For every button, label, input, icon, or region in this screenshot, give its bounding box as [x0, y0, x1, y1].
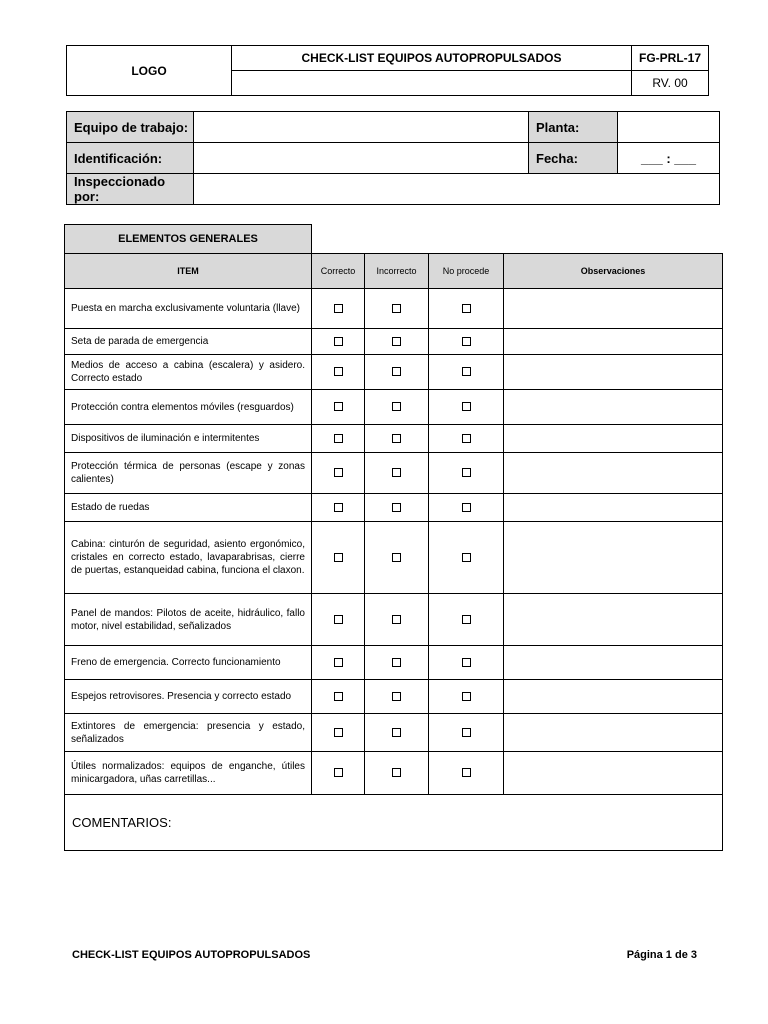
col-item: ITEM	[65, 254, 312, 289]
title-blank-cell	[232, 71, 632, 96]
incorrecto-cell	[365, 453, 429, 494]
page-number: Página 1 de 3	[626, 949, 697, 961]
item-label: Protección contra elementos móviles (resguardos)	[65, 390, 312, 425]
correcto-checkbox[interactable]	[334, 304, 343, 313]
no-procede-cell	[429, 425, 504, 453]
item-label: Protección térmica de personas (escape y zonas calientes)	[65, 453, 312, 494]
comentarios-field[interactable]	[65, 795, 723, 851]
incorrecto-cell	[365, 714, 429, 752]
table-row	[65, 714, 723, 752]
item-label: Útiles normalizados: equipos de enganche, útiles minicargadora, uñas carretillas...	[65, 752, 312, 795]
item-label: Estado de ruedas	[65, 494, 312, 522]
no-procede-cell	[429, 714, 504, 752]
correcto-cell	[312, 714, 365, 752]
info-table	[66, 111, 720, 205]
correcto-cell	[312, 752, 365, 795]
table-row	[65, 453, 723, 494]
planta-field[interactable]	[618, 112, 720, 143]
no-procede-checkbox[interactable]	[462, 304, 471, 313]
incorrecto-checkbox[interactable]	[392, 367, 401, 376]
observaciones-field[interactable]	[504, 355, 723, 390]
correcto-cell	[312, 289, 365, 329]
correcto-cell	[312, 522, 365, 594]
col-observaciones: Observaciones	[504, 254, 723, 289]
observaciones-field[interactable]	[504, 453, 723, 494]
correcto-cell	[312, 494, 365, 522]
no-procede-checkbox[interactable]	[462, 728, 471, 737]
correcto-checkbox[interactable]	[334, 434, 343, 443]
fecha-field[interactable]: ___ : ___	[618, 143, 720, 174]
col-incorrecto: Incorrecto	[365, 254, 429, 289]
incorrecto-cell	[365, 390, 429, 425]
no-procede-checkbox[interactable]	[462, 337, 471, 346]
table-row	[65, 425, 723, 453]
comentarios-label: COMENTARIOS:	[72, 815, 172, 830]
table-row	[65, 329, 723, 355]
no-procede-checkbox[interactable]	[462, 692, 471, 701]
incorrecto-checkbox[interactable]	[392, 553, 401, 562]
no-procede-checkbox[interactable]	[462, 367, 471, 376]
correcto-cell	[312, 425, 365, 453]
no-procede-cell	[429, 329, 504, 355]
incorrecto-checkbox[interactable]	[392, 728, 401, 737]
no-procede-checkbox[interactable]	[462, 658, 471, 667]
correcto-checkbox[interactable]	[334, 402, 343, 411]
no-procede-cell	[429, 494, 504, 522]
incorrecto-checkbox[interactable]	[392, 434, 401, 443]
no-procede-checkbox[interactable]	[462, 503, 471, 512]
incorrecto-cell	[365, 289, 429, 329]
equipo-field[interactable]	[194, 112, 529, 143]
inspeccionado-field[interactable]	[194, 174, 720, 205]
observaciones-field[interactable]	[504, 289, 723, 329]
incorrecto-checkbox[interactable]	[392, 402, 401, 411]
correcto-cell	[312, 329, 365, 355]
item-label: Puesta en marcha exclusivamente voluntaria (llave)	[65, 289, 312, 329]
correcto-checkbox[interactable]	[334, 337, 343, 346]
no-procede-cell	[429, 680, 504, 714]
no-procede-cell	[429, 289, 504, 329]
no-procede-checkbox[interactable]	[462, 768, 471, 777]
incorrecto-cell	[365, 494, 429, 522]
no-procede-cell	[429, 522, 504, 594]
footer-title: CHECK-LIST EQUIPOS AUTOPROPULSADOS	[72, 949, 311, 961]
observaciones-field[interactable]	[504, 522, 723, 594]
incorrecto-checkbox[interactable]	[392, 304, 401, 313]
observaciones-field[interactable]	[504, 425, 723, 453]
no-procede-cell	[429, 453, 504, 494]
no-procede-checkbox[interactable]	[462, 615, 471, 624]
correcto-checkbox[interactable]	[334, 692, 343, 701]
correcto-checkbox[interactable]	[334, 658, 343, 667]
incorrecto-cell	[365, 680, 429, 714]
col-correcto: Correcto	[312, 254, 365, 289]
correcto-checkbox[interactable]	[334, 728, 343, 737]
observaciones-field[interactable]	[504, 329, 723, 355]
table-row	[65, 680, 723, 714]
incorrecto-cell	[365, 594, 429, 646]
planta-label: Planta:	[529, 112, 618, 143]
correcto-cell	[312, 390, 365, 425]
incorrecto-checkbox[interactable]	[392, 692, 401, 701]
incorrecto-cell	[365, 355, 429, 390]
incorrecto-cell	[365, 646, 429, 680]
no-procede-cell	[429, 594, 504, 646]
correcto-checkbox[interactable]	[334, 768, 343, 777]
identificacion-field[interactable]	[194, 143, 529, 174]
table-row	[65, 646, 723, 680]
correcto-checkbox[interactable]	[334, 468, 343, 477]
item-label: Cabina: cinturón de seguridad, asiento ergonómico, cristales en correcto estado, lavaparabrisas, cierre de puertas, estanqueidad cabina, funciona el claxon.	[65, 522, 312, 594]
table-row	[65, 594, 723, 646]
incorrecto-cell	[365, 522, 429, 594]
correcto-cell	[312, 355, 365, 390]
identificacion-label: Identificación:	[67, 143, 194, 174]
incorrecto-cell	[365, 329, 429, 355]
no-procede-cell	[429, 646, 504, 680]
inspeccionado-label: Inspeccionado por:	[67, 174, 194, 205]
incorrecto-checkbox[interactable]	[392, 503, 401, 512]
document-code: FG-PRL-17	[632, 46, 709, 71]
item-label: Panel de mandos: Pilotos de aceite, hidráulico, fallo motor, nivel estabilidad, señalizados	[65, 594, 312, 646]
table-row	[65, 494, 723, 522]
table-row	[65, 390, 723, 425]
item-label: Dispositivos de iluminación e intermitentes	[65, 425, 312, 453]
observaciones-field[interactable]	[504, 752, 723, 795]
incorrecto-checkbox[interactable]	[392, 768, 401, 777]
checklist-table	[64, 253, 723, 851]
observaciones-field[interactable]	[504, 680, 723, 714]
no-procede-cell	[429, 355, 504, 390]
item-label: Seta de parada de emergencia	[65, 329, 312, 355]
document-header	[66, 45, 709, 96]
document-title: CHECK-LIST EQUIPOS AUTOPROPULSADOS	[232, 46, 632, 71]
correcto-cell	[312, 646, 365, 680]
item-label: Medios de acceso a cabina (escalera) y asidero. Correcto estado	[65, 355, 312, 390]
incorrecto-checkbox[interactable]	[392, 468, 401, 477]
no-procede-checkbox[interactable]	[462, 468, 471, 477]
correcto-cell	[312, 680, 365, 714]
item-label: Extintores de emergencia: presencia y estado, señalizados	[65, 714, 312, 752]
no-procede-checkbox[interactable]	[462, 553, 471, 562]
table-row	[65, 355, 723, 390]
observaciones-field[interactable]	[504, 594, 723, 646]
logo: LOGO	[67, 46, 232, 96]
observaciones-field[interactable]	[504, 494, 723, 522]
no-procede-cell	[429, 390, 504, 425]
col-no-procede: No procede	[429, 254, 504, 289]
observaciones-field[interactable]	[504, 390, 723, 425]
correcto-cell	[312, 594, 365, 646]
incorrecto-cell	[365, 752, 429, 795]
item-label: Freno de emergencia. Correcto funcionamiento	[65, 646, 312, 680]
document-revision: RV. 00	[632, 71, 709, 96]
incorrecto-checkbox[interactable]	[392, 337, 401, 346]
no-procede-checkbox[interactable]	[462, 434, 471, 443]
observaciones-field[interactable]	[504, 646, 723, 680]
observaciones-field[interactable]	[504, 714, 723, 752]
correcto-checkbox[interactable]	[334, 503, 343, 512]
incorrecto-checkbox[interactable]	[392, 615, 401, 624]
no-procede-cell	[429, 752, 504, 795]
incorrecto-cell	[365, 425, 429, 453]
section-title: ELEMENTOS GENERALES	[64, 224, 312, 254]
table-row	[65, 752, 723, 795]
table-row	[65, 522, 723, 594]
correcto-checkbox[interactable]	[334, 553, 343, 562]
item-label: Espejos retrovisores. Presencia y correcto estado	[65, 680, 312, 714]
fecha-label: Fecha:	[529, 143, 618, 174]
correcto-cell	[312, 453, 365, 494]
no-procede-checkbox[interactable]	[462, 402, 471, 411]
correcto-checkbox[interactable]	[334, 615, 343, 624]
correcto-checkbox[interactable]	[334, 367, 343, 376]
table-row	[65, 289, 723, 329]
incorrecto-checkbox[interactable]	[392, 658, 401, 667]
equipo-label: Equipo de trabajo:	[67, 112, 194, 143]
